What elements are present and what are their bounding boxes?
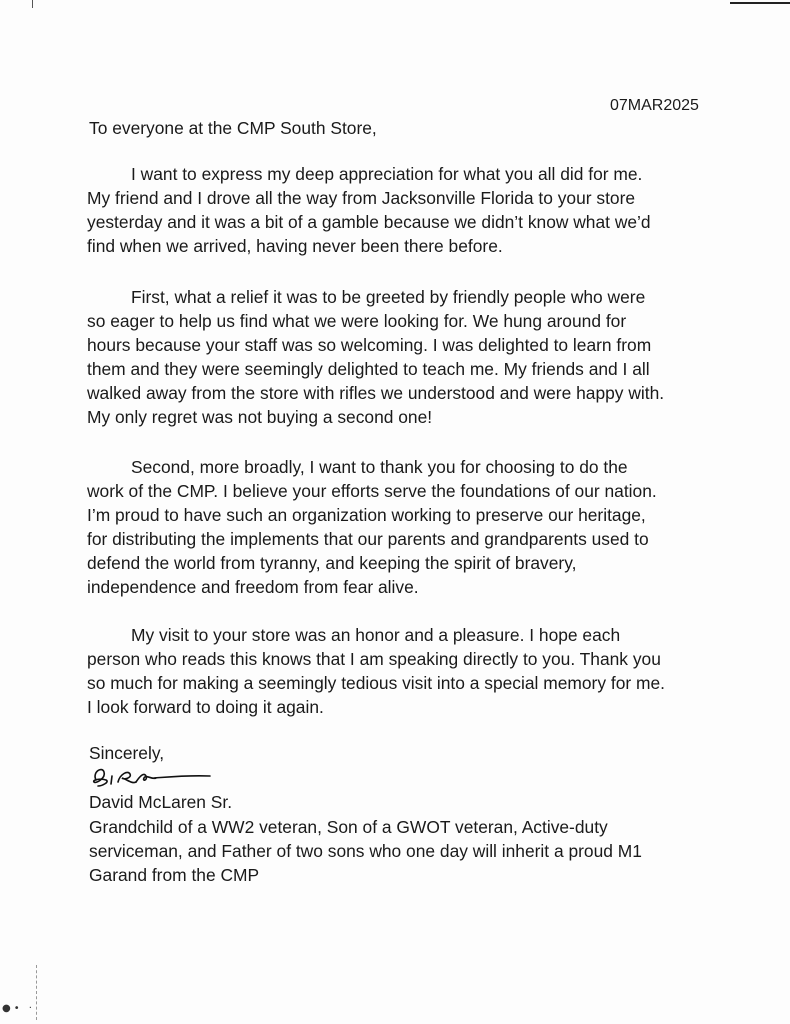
paragraph-line: person who reads this knows that I am speaking directly to you. Thank you <box>87 649 661 669</box>
paragraph-line: My visit to your store was an honor and a pleasure. I hope each <box>131 625 621 645</box>
paragraph-line: walked away from the store with rifles we understood and were happy with. <box>87 383 665 403</box>
scan-edge-mark <box>32 0 33 8</box>
paragraph-line: My friend and I drove all the way from Jacksonville Florida to your store <box>87 188 636 208</box>
paragraph-line: I want to express my deep appreciation for what you all did for me. <box>131 164 643 184</box>
paragraph-line: defend the world from tyranny, and keeping the spirit of bravery, <box>87 553 577 573</box>
letter-salutation: To everyone at the CMP South Store, <box>89 118 377 138</box>
paragraph-line: so eager to help us find what we were looking for. We hung around for <box>87 311 627 331</box>
letter-closing: Sincerely, <box>89 743 165 763</box>
paragraph-line: Second, more broadly, I want to thank you for choosing to do the <box>131 457 628 477</box>
scan-artifact: ●• · <box>2 1003 35 1014</box>
scan-edge-mark <box>730 2 790 4</box>
signer-name: David McLaren Sr. <box>89 792 233 812</box>
letter-date: 07MAR2025 <box>610 97 699 114</box>
signer-bio <box>89 815 642 887</box>
paragraph-line: My only regret was not buying a second one! <box>87 407 433 427</box>
letter-paragraph-4 <box>87 623 665 719</box>
paragraph-line: First, what a relief it was to be greeted by friendly people who were <box>131 287 646 307</box>
paragraph-line: so much for making a seemingly tedious visit into a special memory for me. <box>87 673 665 693</box>
paragraph-line: work of the CMP. I believe your efforts serve the foundations of our nation. <box>87 481 657 501</box>
letter-paragraph-2 <box>87 285 664 429</box>
paragraph-line: find when we arrived, having never been there before. <box>87 236 503 256</box>
handwritten-signature <box>88 760 228 792</box>
paragraph-line: hours because your staff was so welcoming. I was delighted to learn from <box>87 335 652 355</box>
signer-bio-line: Grandchild of a WW2 veteran, Son of a GWOT veteran, Active-duty <box>89 817 608 837</box>
paragraph-line: independence and freedom from fear alive. <box>87 577 419 597</box>
signer-bio-line: Garand from the CMP <box>89 865 260 885</box>
paragraph-line: I’m proud to have such an organization working to preserve our heritage, <box>87 505 646 525</box>
letter-paragraph-1 <box>87 162 651 258</box>
signer-bio-line: serviceman, and Father of two sons who one day will inherit a proud M1 <box>89 841 642 861</box>
paragraph-line: I look forward to doing it again. <box>87 697 324 717</box>
paragraph-line: them and they were seemingly delighted to teach me. My friends and I all <box>87 359 650 379</box>
paragraph-line: for distributing the implements that our parents and grandparents used to <box>87 529 649 549</box>
scan-edge-mark <box>36 965 38 1020</box>
letter-paragraph-3 <box>87 455 657 599</box>
paragraph-line: yesterday and it was a bit of a gamble because we didn’t know what we’d <box>87 212 651 232</box>
